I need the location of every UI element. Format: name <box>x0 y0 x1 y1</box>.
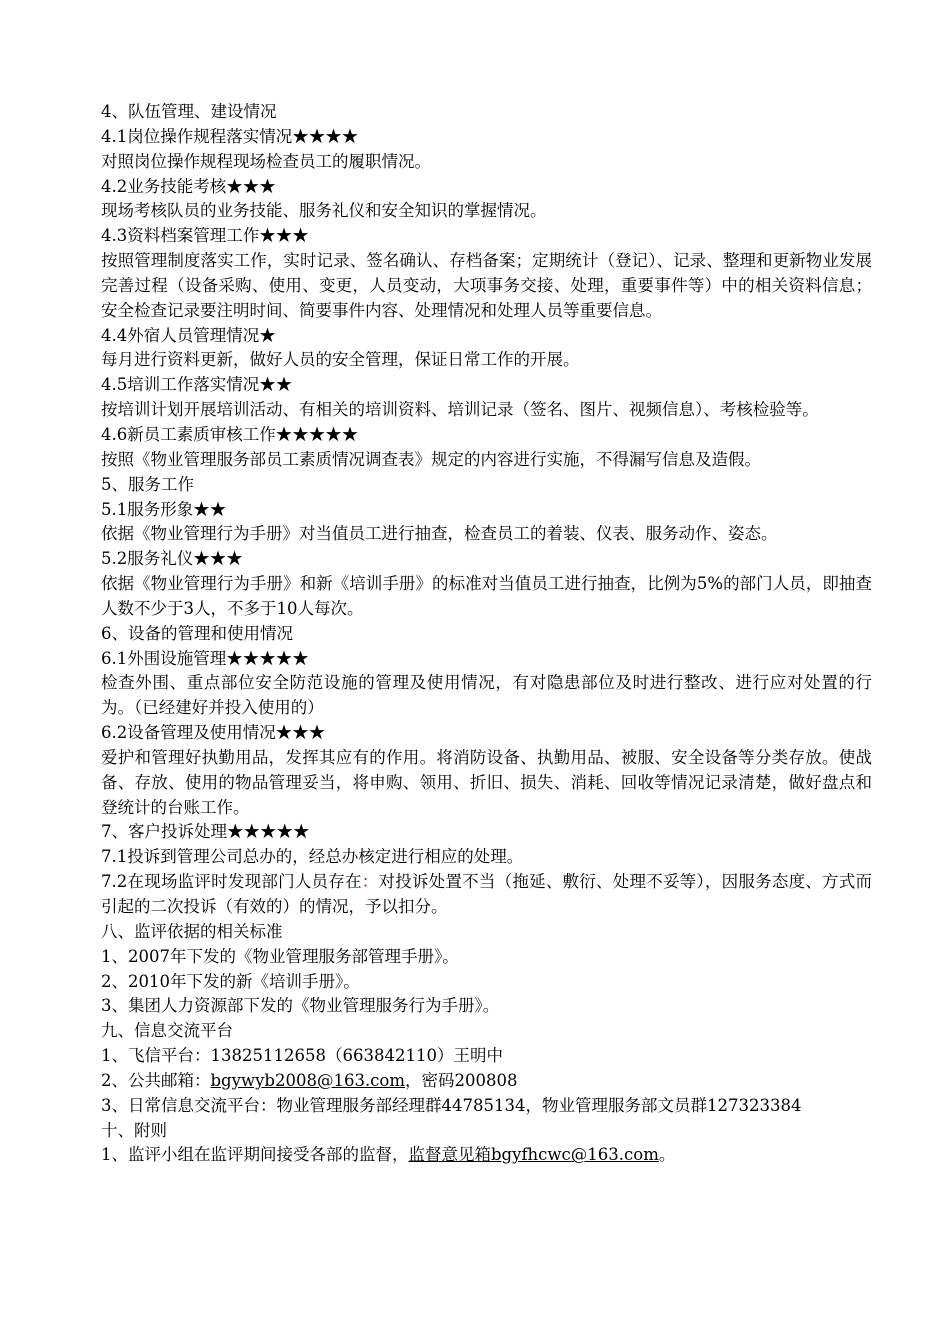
section-heading: 6、设备的管理和使用情况 <box>101 623 293 643</box>
paragraph: 7.1投诉到管理公司总办的，经总办核定进行相应的处理。 <box>101 847 524 867</box>
subsection-heading: 4.3资料档案管理工作★★★ <box>101 226 309 246</box>
paragraph: 现场考核队员的业务技能、服务礼仪和安全知识的掌握情况。 <box>101 201 547 221</box>
paragraph: 按培训计划开展培训活动、有相关的培训资料、培训记录（签名、图片、视频信息）、考核检验等。 <box>101 400 819 420</box>
list-item-text: 。 <box>658 1145 676 1165</box>
subsection-heading: 4.5培训工作落实情况★★ <box>101 375 293 395</box>
paragraph-text: 对投诉处置不当（拖延、敷衍、处理不妥等），因服务态度、方式而引起的二次投诉（有效的）的情况，予以扣分。 <box>101 872 873 916</box>
section-heading: 九、信息交流平台 <box>101 1021 233 1041</box>
email-link[interactable]: bgywyb2008@163.com <box>210 1070 406 1090</box>
section-heading: 4、队伍管理、建设情况 <box>101 102 277 121</box>
feedback-email-link[interactable]: 监督意见箱bgyfhcwc@163.com <box>408 1145 659 1165</box>
list-item-text: ，密码200808 <box>405 1070 518 1090</box>
subsection-heading: 5.1服务形象★★ <box>101 499 227 519</box>
paragraph: 每月进行资料更新，做好人员的安全管理，保证日常工作的开展。 <box>101 350 580 370</box>
subsection-heading: 6.1外围设施管理★★★★★ <box>101 648 309 668</box>
section-heading: 5、服务工作 <box>101 474 194 494</box>
list-item: 3、日常信息交流平台：物业管理服务部经理群44785134，物业管理服务部文员群127323384 <box>101 1095 802 1115</box>
paragraph: 按照《物业管理服务部员工素质情况调查表》规定的内容进行实施，不得漏写信息及造假。 <box>101 449 761 469</box>
subsection-heading: 4.6新员工素质审核工作★★★★★ <box>101 424 359 444</box>
list-item: 1、2007年下发的《物业管理服务部管理手册》。 <box>101 946 459 966</box>
paragraph: 按照管理制度落实工作，实时记录、签名确认、存档备案；定期统计（登记）、记录、整理和更新物业发展完善过程（设备采购、使用、变更，人员变动，大项事务交接、处理，重要事件等）中的相关资料信息；安全检查记录要注明时间、简要事件内容、处理情况和处理人员等重要信息。 <box>101 251 872 320</box>
subsection-heading: 4.1岗位操作规程落实情况★★★★ <box>101 126 359 146</box>
paragraph: 对照岗位操作规程现场检查员工的履职情况。 <box>101 151 431 171</box>
subsection-heading: 6.2设备管理及使用情况★★★ <box>101 723 326 743</box>
paragraph <box>101 870 872 920</box>
list-item <box>101 1069 872 1094</box>
list-item <box>101 1143 872 1168</box>
paragraph-text: 7.2在现场监评时发现部门人员存在 <box>101 872 362 892</box>
paragraph: 爱护和管理好执勤用品，发挥其应有的作用。将消防设备、执勤用品、被服、安全设备等分类存放。使战备、存放、使用的物品管理妥当，将申购、领用、折旧、损失、消耗、回收等情况记录清楚，做好盘点和登统计的台账工作。 <box>101 747 872 817</box>
paragraph: 依据《物业管理行为手册》和新《培训手册》的标准对当值员工进行抽查，比例为5%的部门人员，即抽查人数不少于3人，不多于10人每次。 <box>101 574 872 618</box>
subsection-heading: 4.2业务技能考核★★★ <box>101 176 276 196</box>
subsection-heading: 4.4外宿人员管理情况★ <box>101 325 276 345</box>
list-item-text: 1、监评小组在监评期间接受各部的监督， <box>101 1145 409 1165</box>
list-item: 2、2010年下发的新《培训手册》。 <box>101 971 360 991</box>
section-heading: 八、监评依据的相关标准 <box>101 921 283 941</box>
paragraph: 检查外围、重点部位安全防范设施的管理及使用情况，有对隐患部位及时进行整改、进行应对处置的行为。（已经建好并投入使用的） <box>101 673 872 718</box>
section-heading: 十、附则 <box>101 1120 167 1140</box>
list-item: 3、集团人力资源部下发的《物业管理服务行为手册》。 <box>101 996 500 1016</box>
paragraph: 依据《物业管理行为手册》对当值员工进行抽查，检查员工的着装、仪表、服务动作、姿态。 <box>101 524 778 544</box>
red-colon: ： <box>361 872 379 892</box>
list-item-text: 2、公共邮箱： <box>101 1070 211 1090</box>
list-item: 1、飞信平台：13825112658（663842110）王明中 <box>101 1046 503 1066</box>
section-heading: 7、客户投诉处理★★★★★ <box>101 822 310 842</box>
subsection-heading: 5.2服务礼仪★★★ <box>101 549 243 569</box>
